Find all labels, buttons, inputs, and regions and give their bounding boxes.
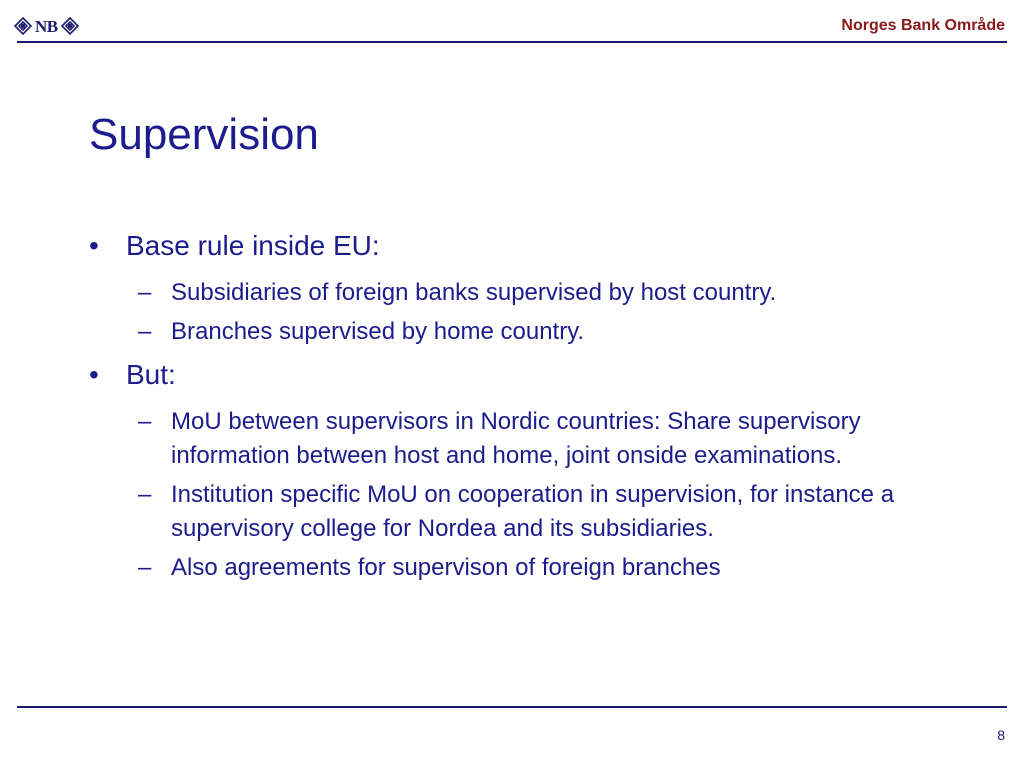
sub-bullet-text: MoU between supervisors in Nordic countries: Share supervisory information between host and home, joint onside examinations. (171, 408, 861, 469)
dash-marker: – (138, 481, 152, 508)
dash-marker: – (138, 279, 152, 306)
bullet-text: Base rule inside EU: (126, 230, 380, 261)
dash-marker: – (138, 318, 152, 345)
bullet-item (89, 358, 969, 392)
header-divider (17, 41, 1007, 43)
sub-bullet-item (138, 405, 969, 473)
slide-body (89, 229, 969, 590)
header-title: Norges Bank Område (841, 17, 1005, 34)
bullet-item (89, 229, 969, 263)
logo-text: NB (35, 16, 58, 36)
norges-bank-logo (14, 14, 79, 38)
slide-title: Supervision (89, 110, 319, 159)
dash-marker: – (138, 554, 152, 581)
sub-bullet-text: Branches supervised by home country. (171, 318, 585, 345)
bullet-marker: • (89, 230, 99, 261)
sub-bullet-text: Institution specific MoU on cooperation in supervision, for instance a supervisory college for Nordea and its subsidiaries. (171, 481, 895, 542)
bullet-marker: • (89, 359, 99, 390)
knot-ornament-left-icon (14, 17, 32, 35)
sub-bullet-item (138, 551, 969, 585)
page-number: 8 (997, 727, 1005, 743)
sub-bullet-text: Subsidiaries of foreign banks supervised by host country. (171, 279, 777, 306)
sub-bullet-item (138, 478, 969, 546)
dash-marker: – (138, 408, 152, 435)
sub-bullet-item (138, 315, 969, 349)
knot-ornament-right-icon (61, 17, 79, 35)
sub-bullet-text: Also agreements for supervison of foreign branches (171, 554, 721, 581)
sub-bullet-item (138, 276, 969, 310)
footer-divider (17, 706, 1007, 708)
bullet-text: But: (126, 359, 176, 390)
